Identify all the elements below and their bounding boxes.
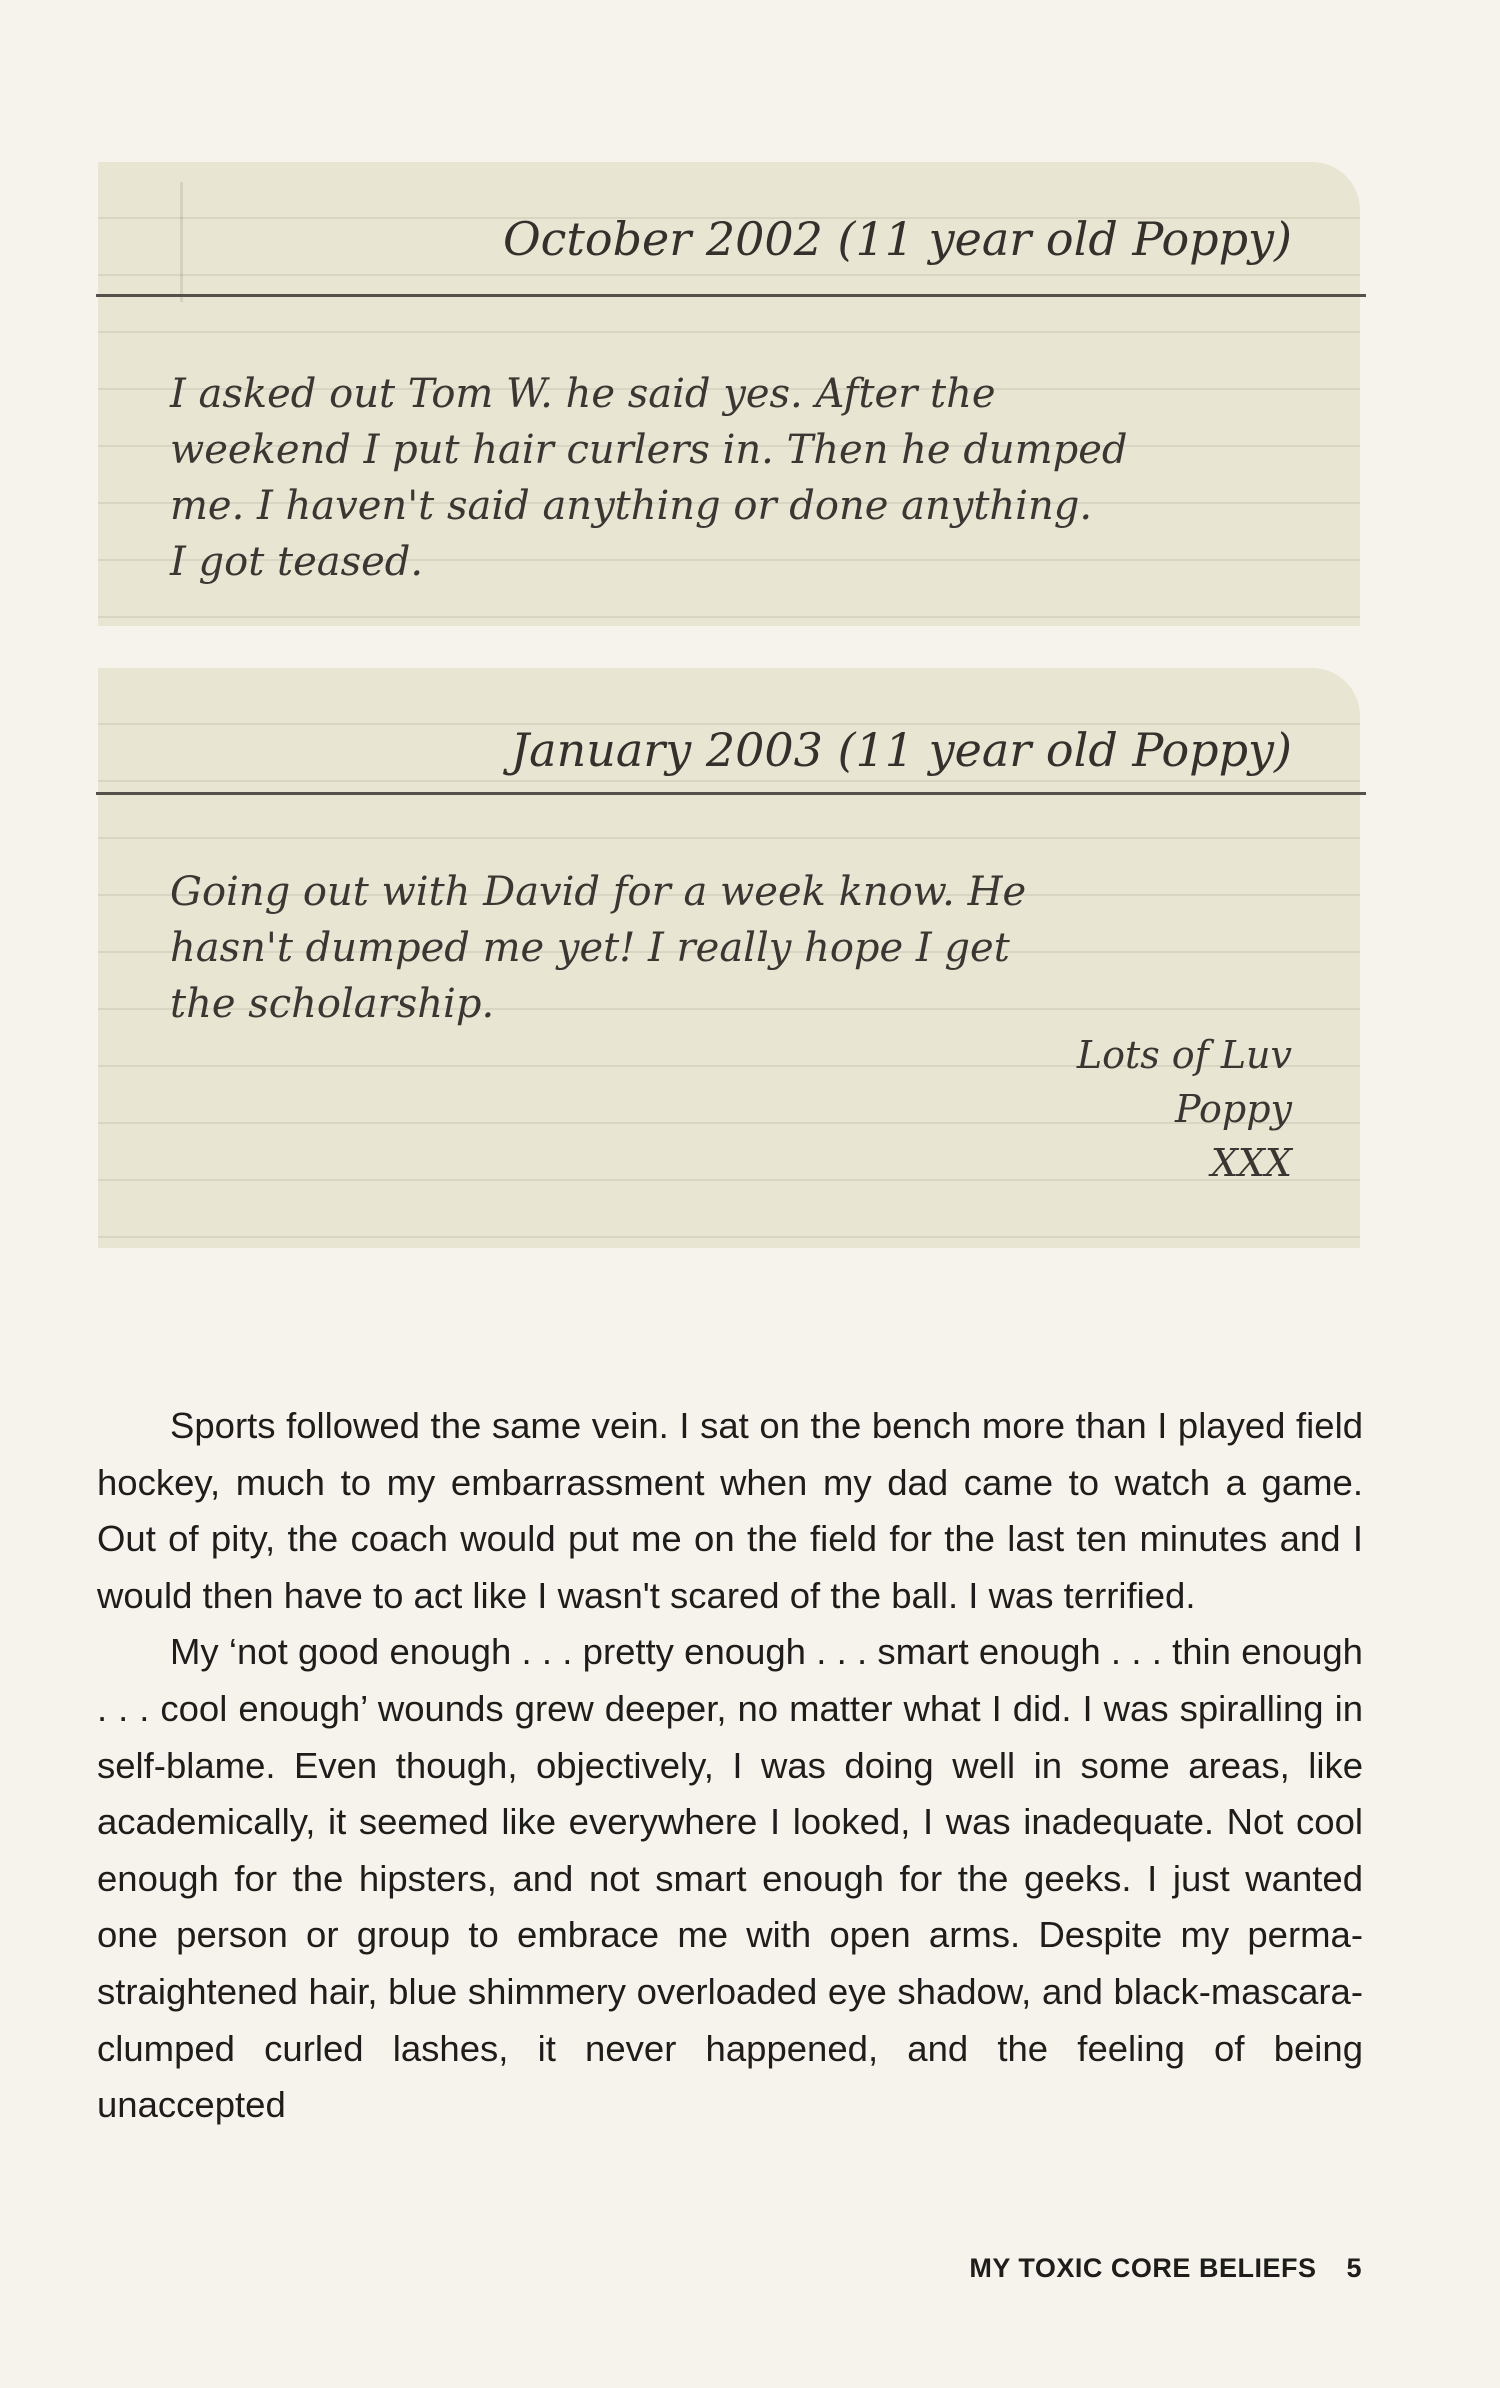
diary-entry-text (170, 864, 1190, 1032)
signoff-line: Lots of Luv (1076, 1033, 1292, 1077)
diary-entry-text (170, 366, 1190, 590)
paragraph: Sports followed the same vein. I sat on the bench more than I played field hockey, much to my embarrassment when my dad came to watch a game. Out of pity, the coach would put me on the field for the last ten minutes and I would then have to act like I wasn't scared of the ball. I was terrified. (97, 1405, 1363, 1616)
paragraph: My ‘not good enough . . . pretty enough . . . smart enough . . . thin enough . . . cool enough’ wounds grew deeper, no matter what I did. I was spiralling in self-blame. Even though, objectively, I was doing well in some areas, like academically, it seemed like everywhere I looked, I was inadequate. Not cool enough for the hipsters, and not smart enough for the geeks. I just wanted one person or group to embrace me with open arms. Despite my perma-straightened hair, blue shimmery overloaded eye shadow, and black-mascara-clumped curled lashes, it never happened, and the feeling of being unaccepted (97, 1631, 1363, 2126)
margin-line (180, 182, 183, 302)
diary-line: weekend I put hair curlers in. Then he dumped (170, 427, 1128, 473)
diary-line: Going out with David for a week know. He (170, 869, 1027, 915)
diary-entry-date: January 2003 (11 year old Poppy) (510, 723, 1292, 777)
diary-entry-date: October 2002 (11 year old Poppy) (502, 212, 1292, 266)
diary-entry-october-2002 (98, 162, 1360, 626)
date-underline (96, 294, 1366, 297)
page-number: 5 (1346, 2253, 1362, 2283)
running-head: MY TOXIC CORE BELIEFS (969, 2253, 1317, 2283)
diary-line: I asked out Tom W. he said yes. After the (170, 371, 996, 417)
diary-signoff (1077, 1028, 1292, 1190)
signoff-kisses: XXX (1210, 1141, 1292, 1185)
diary-line: me. I haven't said anything or done anything. (170, 483, 1093, 529)
diary-entry-january-2003 (98, 668, 1360, 1248)
signoff-name: Poppy (1174, 1087, 1292, 1131)
date-underline (96, 792, 1366, 795)
diary-line: I got teased. (170, 539, 424, 585)
page-footer (969, 2253, 1362, 2284)
body-text (97, 1398, 1363, 2134)
diary-line: the scholarship. (170, 981, 495, 1027)
diary-line: hasn't dumped me yet! I really hope I get (170, 925, 1010, 971)
